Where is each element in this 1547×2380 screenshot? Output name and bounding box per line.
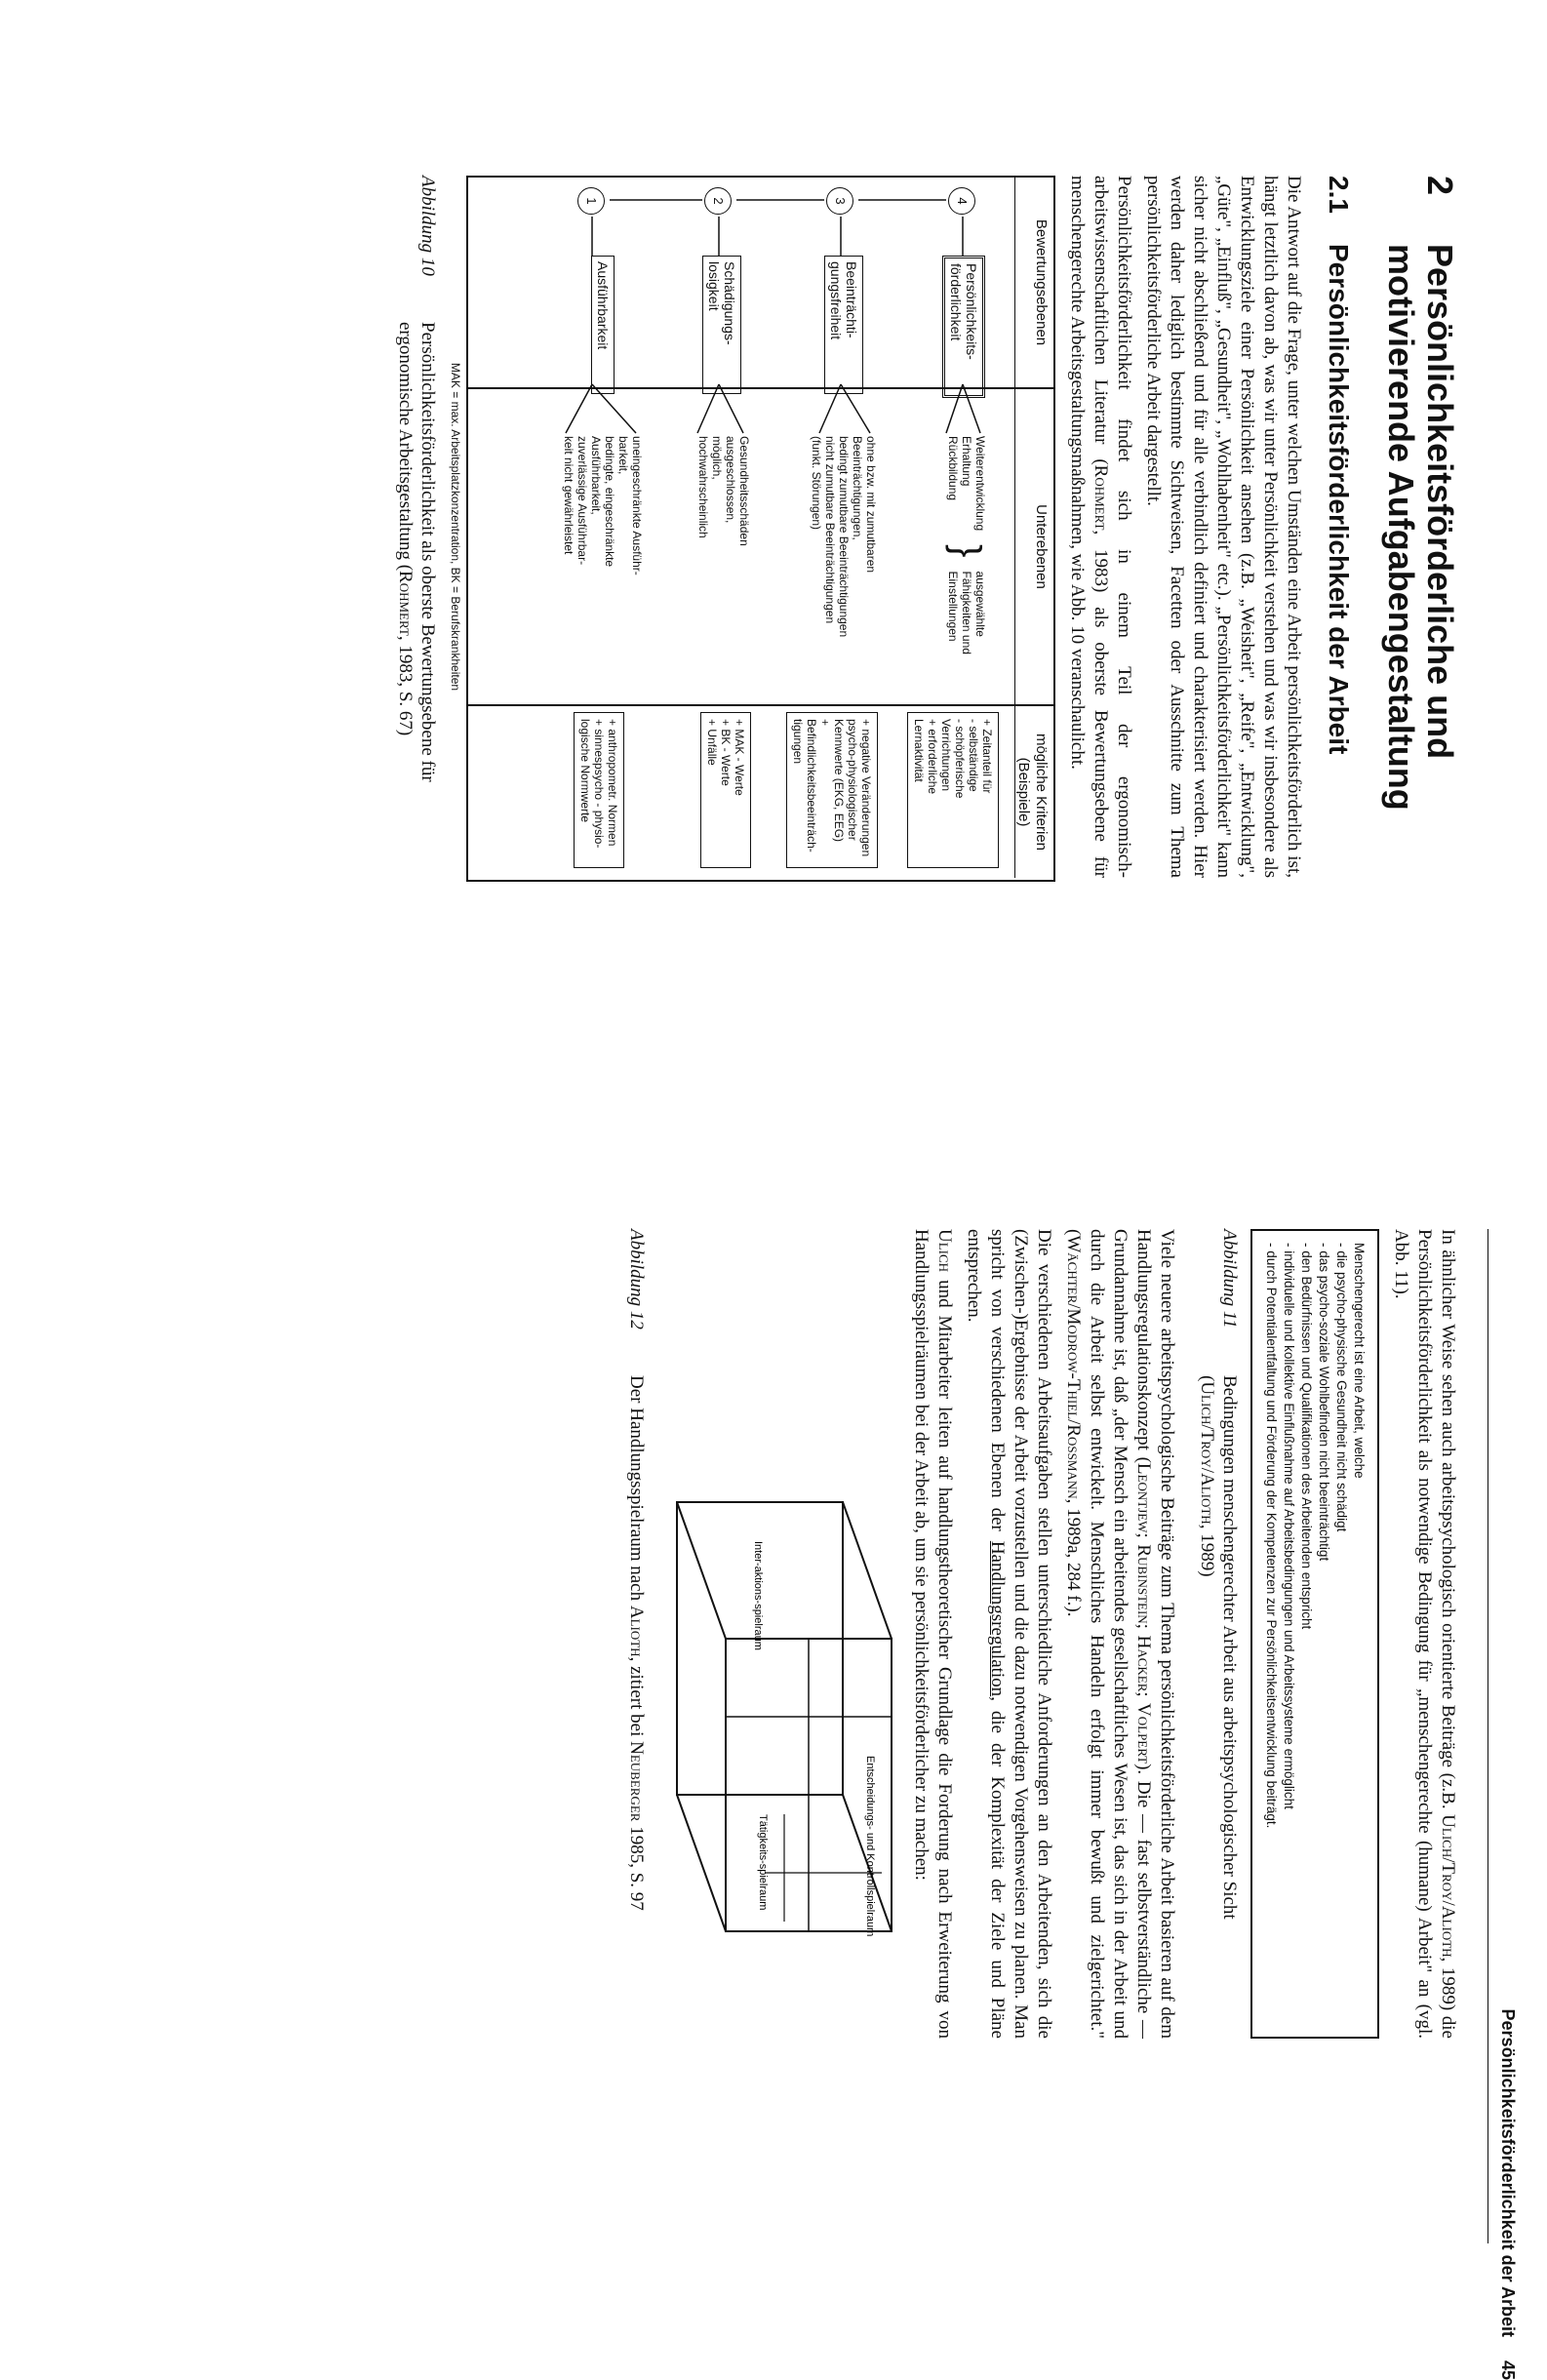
sub-item: ausgeschlossen, — [724, 436, 737, 524]
text-run: , die der Komplexität der Ziele und Pläne entsprechen. — [964, 1229, 1008, 2039]
link-line — [566, 384, 592, 433]
sub-item: (funkt. Störungen) — [810, 436, 823, 531]
right-column — [608, 1229, 1459, 2039]
caption-text — [1196, 1375, 1241, 2039]
figure-10-table — [466, 176, 1055, 882]
cube-edge — [677, 1795, 726, 1931]
sub-item: Ausführbarkeit, — [589, 436, 603, 515]
sub-item: Rückbildung — [946, 436, 960, 501]
paragraph — [1389, 1229, 1459, 2039]
caption-text — [394, 322, 439, 878]
criterion: + Befindlichkeitsbeeinträch- — [805, 719, 832, 853]
criterion: Verrichtungen — [939, 719, 953, 792]
table-header: mögliche Kriterien (Beispiele) — [1014, 706, 1053, 878]
criterion: logische Normwerte — [578, 719, 592, 823]
text-run: , 1989) die Persönlichkeitsförderlichkeit als notwendige Bedingung für „menschengerechte (humane) Arbeit" an (vgl. Abb. 11). — [1391, 1229, 1458, 2039]
figure-12-cube — [657, 1463, 901, 1970]
link-line — [841, 384, 870, 433]
author-name: Rohmert — [395, 571, 416, 636]
section-title: Persönlichkeitsförderlichkeit der Arbeit — [1324, 244, 1354, 755]
caption-label: Abbildung 12 — [626, 1229, 647, 1329]
link-line — [963, 384, 980, 433]
text-run: Der Handlungsspielraum nach — [626, 1375, 647, 1606]
link-line — [719, 384, 743, 433]
chapter-number: 2 — [1420, 176, 1460, 196]
sub-item: Gesundheitsschäden — [737, 436, 751, 546]
sub-item: ohne bzw. mit zumutbaren — [864, 436, 878, 574]
link-line — [697, 384, 719, 433]
text-run: ). Die — fast selbstverständliche — Grundannahme ist, daß „der Mensch ein arbeitendes gesellschaftliches Wesen ist, das sich in der Arbeit und durch die Arbeit selbst entwickelt. Menschliches Handeln erfolgt immer bewußt und zielgerichtet." ( — [1063, 1229, 1154, 2040]
running-head — [1497, 1366, 1518, 2380]
level-circle: 2 — [704, 187, 732, 215]
table-header: Bewertungsebenen — [1014, 178, 1053, 387]
level-box: Schädigungs-losigkeit — [702, 256, 741, 394]
sub-item: Weiterentwicklung — [973, 436, 987, 532]
list-item: - individuelle und kollektive Einflußnahme auf Arbeitsbedingungen und Arbeitssysteme ermöglicht — [1282, 1243, 1296, 1809]
paragraph — [962, 1229, 1055, 2039]
text-run: 1985, S. 97 — [626, 1821, 647, 1911]
criterion: - schöpferische — [953, 719, 967, 799]
criterion: + Zeitanteil für — [980, 719, 994, 794]
text-run: Persönlichkeitsförderlichkeit findet sich in einem Teil der ergonomisch-arbeitswissenschaftlichen Literatur ( — [1091, 176, 1134, 878]
list-item: - die psycho-physische Gesundheit nicht schädigt — [1334, 1243, 1349, 1532]
left-column — [377, 176, 1459, 878]
caption-label: Abbildung 10 — [417, 176, 438, 276]
sub-item: uneingeschränkte Ausführ- — [630, 436, 644, 575]
author-name: Alioth — [626, 1605, 647, 1657]
criterion: + BK - Werte — [719, 719, 733, 786]
cube-edge — [843, 1502, 892, 1639]
criterion: Lernaktivität — [912, 719, 926, 782]
text-run: Bedingungen menschengerechter Arbeit aus arbeitspsychologischer Sicht ( — [1197, 1375, 1240, 1920]
criterion: + anthropometr. Normen — [606, 719, 619, 847]
sub-item: ausgewählte Fähigkeiten und Einstellungen — [946, 571, 987, 654]
level-circle: 4 — [948, 187, 975, 215]
figure-11-caption — [1196, 1229, 1241, 2039]
level-circle: 3 — [826, 187, 853, 215]
page-number: 45 — [1498, 2360, 1518, 2380]
link-line — [819, 384, 841, 433]
paragraph — [909, 1229, 956, 2039]
author-name: Leontjew; Rubinstein; Hacker; Volpert — [1133, 1462, 1154, 1765]
figure-10-connectors — [468, 178, 1053, 880]
author-name: Wächter/Modrow-Thiel/Rossmann — [1063, 1235, 1084, 1499]
text-run: und Mitarbeiter leiten auf handlungstheoretischer Grundlage die Forderung nach Erweiterung von Handlungsspielräumen bei der Arbeit ab, um sie persönlichkeitsförderlicher zu machen: — [911, 1229, 955, 2039]
paragraph — [1061, 1229, 1178, 2039]
figure-10-caption — [394, 176, 439, 878]
sub-item: möglich, — [710, 436, 724, 480]
criterion: + negative Veränderungen — [859, 719, 873, 857]
author-name: Rohmert — [1091, 464, 1111, 531]
author-name: Ulich/Troy/Alioth — [1438, 1814, 1458, 1958]
cube-edge — [677, 1502, 726, 1639]
text-run: , 1983) als oberste Bewertungsebene für menschengerechte Arbeitsgestaltungsmaßnahmen, wie Abb. 10 veranschaulicht. — [1067, 176, 1111, 879]
criterion: + MAK - Werte — [733, 719, 746, 796]
cube-label: Inter-aktions-spielraum — [752, 1541, 764, 1650]
level-box: Persönlichkeits-förderlichkeit — [942, 256, 985, 398]
cube-label: Tätigkeits-spielraum — [757, 1814, 769, 1911]
criterion: tigungen — [791, 719, 805, 765]
level-circle: 1 — [577, 187, 605, 215]
sub-item: zuverlässige Ausführbar- — [575, 436, 589, 566]
caption-label: Abbildung 11 — [1219, 1229, 1240, 1329]
list-item: - durch Potentialentfaltung und Förderung der Kompetenzen zur Persönlichkeitsentwicklung beiträgt. — [1264, 1243, 1279, 1829]
text-run: In ähnlicher Weise sehen auch arbeitspsychologisch orientierte Beiträge (z.B. — [1438, 1229, 1458, 1815]
paragraph: Die Antwort auf die Frage, unter welchen Umständen eine Arbeit persönlichkeitsförderlich ist, hängt letztlich davon ab, was wir unter Persönlichkeit verstehen und was wir insbesondere als Entwicklungsziele einer Persönlichkeit ansehen (z.B. „Weisheit", „Reife", „Entwicklung", „Güte", „Einfluß", „Gesundheit", „Wohlhabenheit" etc.). „Persönlichkeitsförderlichkeit" kann sicher nicht abschließend und für alle verbindlich definiert und charakterisiert werden. Hier werden daher lediglich bestimmte Sichtweisen, Facetten oder Ausschnitte zum Thema persönlichkeitsförderliche Arbeit dargestellt. — [1143, 176, 1304, 878]
sub-item: Beeinträchtigungen, — [851, 436, 864, 540]
list-item: - den Bedürfnissen und Qualifikationen des Arbeitenden entspricht — [1299, 1243, 1314, 1630]
criterion: psycho-physiologischer — [846, 719, 859, 841]
author-name: Ulich — [934, 1229, 955, 1273]
level-box: Beeinträchti-gungsfreiheit — [824, 256, 863, 394]
sub-item: bedingte, eingeschränkte — [603, 436, 616, 568]
section-heading — [1323, 176, 1354, 878]
figure-footnote: MAK = max. Arbeitsplatzkonzentration, BK = Berufskrankheiten — [449, 362, 462, 692]
level-box: Ausführbarkeit — [591, 256, 615, 394]
table-header: Unterebenen — [1014, 389, 1053, 704]
underlined-term: Handlungsregulation — [987, 1540, 1008, 1697]
caption-text — [625, 1375, 648, 1911]
sub-item: bedingt zumutbare Beeinträchtigungen — [837, 436, 851, 638]
sub-item: nicht zumutbare Beeinträchtigungen — [823, 436, 837, 624]
text-run: Persönlichkeitsförderlichkeit als oberste Bewertungsebene für ergonomische Arbeitsgestaltung ( — [395, 322, 438, 782]
list-item: - das psycho-soziale Wohlbefinden nicht beeinträchtigt — [1317, 1243, 1331, 1562]
link-line — [592, 384, 636, 433]
running-head-title: Persönlichkeitsförderlichkeit der Arbeit — [1498, 2008, 1518, 2337]
text-run: Viele neuere arbeitspsychologische Beiträge zum Thema persönlichkeitsförderliche Arbeit basieren auf dem Handlungsregulationskonzept ( — [1133, 1229, 1177, 2039]
text-run: , zitiert bei — [626, 1656, 647, 1742]
criterion: + sinnespsycho - physio- — [592, 719, 606, 849]
figure-12-caption — [625, 1229, 648, 2039]
sub-item: keit nicht gewährleistet — [562, 436, 575, 555]
brace-icon: } — [945, 544, 988, 558]
author-name: Neuberger — [626, 1741, 647, 1822]
section-number: 2.1 — [1324, 176, 1354, 214]
text-run: , 1989a, 284 f.). — [1063, 1498, 1084, 1617]
link-line — [946, 384, 963, 433]
text-run: , 1983, S. 67) — [395, 635, 416, 736]
paragraph — [1065, 176, 1135, 878]
text-run: , 1989) — [1197, 1524, 1217, 1577]
sub-item: barkeit, — [616, 436, 630, 475]
criterion: - selbständige — [967, 719, 980, 792]
cube-label: Entscheidungs- und Kontrollspielraum — [864, 1756, 876, 1937]
sub-item: Erhaltung — [960, 436, 973, 487]
criterion: + erforderliche — [926, 719, 939, 795]
chapter-title: Persönlichkeitsförderliche und motivierende Aufgabengestaltung — [1381, 244, 1460, 811]
sub-item: hochwahrscheinlich — [696, 436, 710, 538]
chapter-heading — [1381, 176, 1459, 878]
author-name: Ulich/Troy/Alioth — [1197, 1381, 1217, 1525]
criterion: + Unfälle — [705, 719, 719, 766]
figure-11-box — [1250, 1229, 1379, 2039]
criterion: Kennwerte (EKG, EEG) — [832, 719, 846, 843]
box-title: Menschengerecht ist eine Arbeit, welche — [1352, 1243, 1367, 1479]
text-run: Die verschiedenen Arbeitsaufgaben stellen unterschiedliche Anforderungen an den Arbeitenden, sich die (Zwischen-)Ergebnisse der Arbeit vorzustellen und die dazu notwendigen Vorgehensweisen zu planen. Man spricht von verschiedenen Ebenen der — [987, 1229, 1054, 2039]
